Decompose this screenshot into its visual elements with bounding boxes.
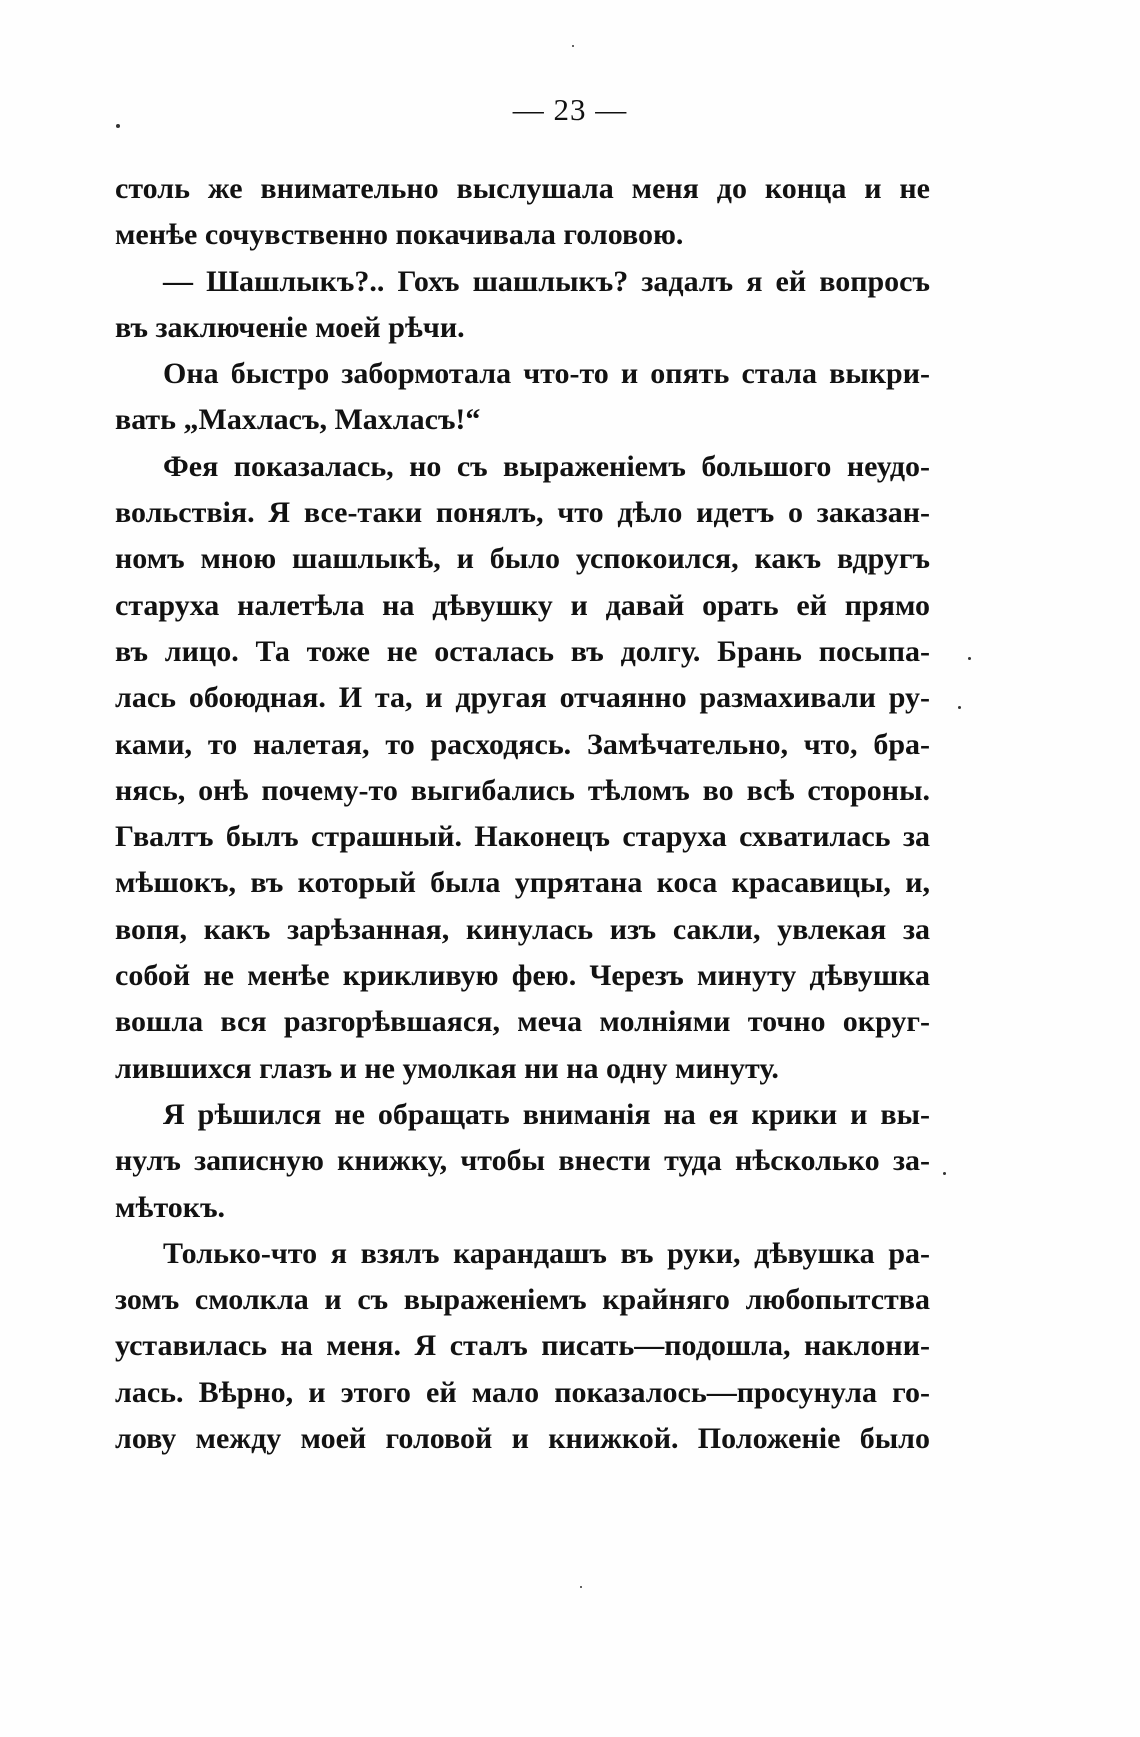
text-line: вошла вся разгорѣвшаяся, меча молніями точно округ- [115, 1005, 930, 1039]
paragraph [115, 444, 930, 1092]
text-line: мѣтокъ. [115, 1190, 226, 1224]
text-line: Фея показалась, но съ выраженіемъ большого неудо- [163, 449, 930, 483]
scan-speck [958, 706, 961, 709]
text-line: вопя, какъ зарѣзанная, кинулась изъ сакли, увлекая за [115, 912, 930, 946]
text-line: вать „Махласъ, Махласъ!“ [115, 403, 481, 437]
text-line: нясь, онѣ почему-то выгибались тѣломъ во всѣ стороны. [115, 773, 930, 807]
text-line: зомъ смолкла и съ выраженіемъ крайняго любопытства [115, 1283, 930, 1317]
paragraph [115, 351, 930, 444]
text-line: мѣшокъ, въ который была упрятана коса красавицы, и, [115, 866, 930, 900]
text-line: лась обоюдная. И та, и другая отчаянно размахивали ру- [115, 681, 930, 715]
text-line: лившихся глазъ и не умолкая ни на одну минуту. [115, 1051, 779, 1085]
text-line: собой не менѣе крикливую фею. Черезъ минуту дѣвушка [115, 959, 930, 993]
scan-speck [116, 124, 120, 128]
page-number: — 23 — [512, 92, 628, 127]
text-line: ками, то налетая, то расходясь. Замѣчательно, что, бра- [115, 727, 930, 761]
text-line: вольствія. Я все-таки понялъ, что дѣло идетъ о заказан- [115, 496, 930, 530]
body-text [115, 166, 930, 1462]
paragraph [115, 166, 930, 259]
paragraph [115, 1231, 930, 1462]
text-line: лову между моей головой и книжкой. Положеніе было [115, 1422, 930, 1456]
paragraph [115, 1092, 930, 1231]
text-line: столь же внимательно выслушала меня до конца и не [115, 172, 930, 205]
scan-speck [580, 1586, 582, 1588]
text-line: въ заключеніе моей рѣчи. [115, 310, 465, 344]
scan-speck [572, 45, 574, 47]
text-line: въ лицо. Та тоже не осталась въ долгу. Брань посыпа- [115, 634, 930, 668]
text-line: Я рѣшился не обращать вниманія на ея крики и вы- [163, 1097, 930, 1131]
text-line: старуха налетѣла на дѣвушку и давай орать ей прямо [115, 588, 930, 622]
text-line: — Шашлыкъ?.. Гохъ шашлыкъ? задалъ я ей вопросъ [163, 264, 930, 298]
scan-speck [968, 657, 971, 660]
text-line: Гвалтъ былъ страшный. Наконецъ старуха схватилась за [115, 820, 930, 854]
text-line: лась. Вѣрно, и этого ей мало показалось—просунула го- [115, 1375, 930, 1409]
text-line: нулъ записную книжку, чтобы внести туда нѣсколько за- [115, 1144, 930, 1178]
text-line: менѣе сочувственно покачивала головою. [115, 218, 684, 252]
text-line: Она быстро забормотала что-то и опять стала выкри- [163, 357, 930, 391]
text-line: Только-что я взялъ карандашъ въ руки, дѣвушка ра- [163, 1236, 930, 1270]
text-line: номъ мною шашлыкѣ, и было успокоился, какъ вдругъ [115, 542, 930, 576]
text-line: уставилась на меня. Я сталъ писать—подошла, наклони- [115, 1329, 930, 1363]
paragraph [115, 259, 930, 352]
scan-speck [943, 1172, 946, 1175]
